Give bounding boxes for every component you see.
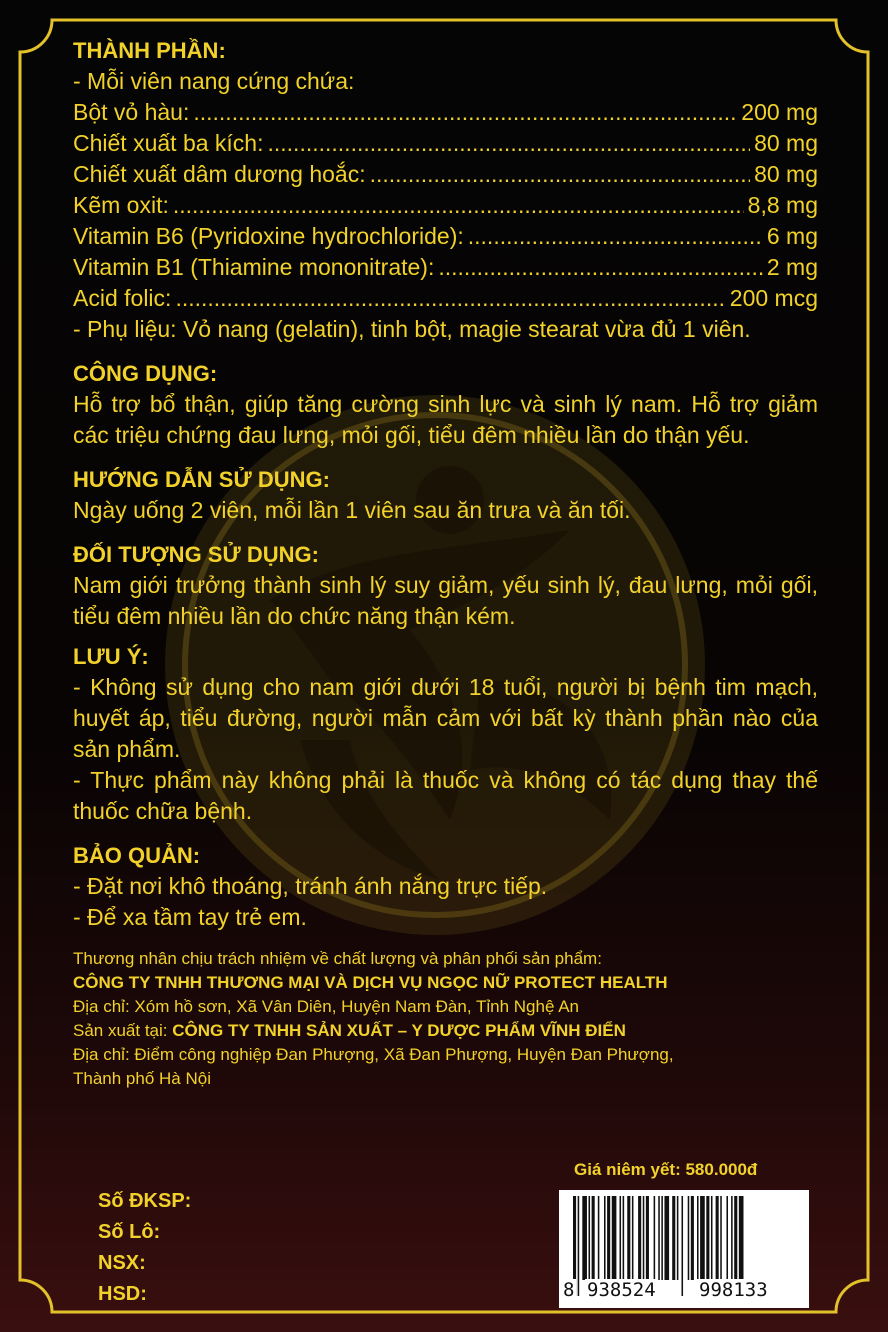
barcode-bar — [688, 1196, 690, 1280]
barcode-bar — [716, 1196, 719, 1280]
leader-dots — [173, 190, 744, 221]
leader-dots — [268, 128, 751, 159]
barcode-bar — [604, 1196, 606, 1280]
barcode-bar — [632, 1196, 634, 1280]
barcode-bar — [672, 1196, 675, 1280]
manufacturer-prefix: Sản xuất tại: — [73, 1021, 173, 1040]
storage-item: - Để xa tầm tay trẻ em. — [73, 904, 307, 930]
barcode-bar — [739, 1196, 744, 1280]
barcode-bar — [734, 1196, 737, 1280]
barcode-bar — [731, 1196, 733, 1280]
barcode-bar — [646, 1196, 649, 1280]
ingredient-row — [73, 159, 818, 190]
distributor-name: CÔNG TY TNHH THƯƠNG MẠI VÀ DỊCH VỤ NGỌC NỮ PROTECT HEALTH — [73, 973, 668, 992]
uses-title: CÔNG DỤNG: — [73, 361, 218, 386]
excipients-text: - Phụ liệu: Vỏ nang (gelatin), tinh bột, magie stearat vừa đủ 1 viên. — [73, 316, 751, 342]
barcode-bar — [664, 1196, 669, 1280]
barcode-bar — [700, 1196, 705, 1280]
leader-dots — [468, 221, 763, 252]
lot-number-label: Số Lô: — [98, 1221, 161, 1243]
ingredient-row — [73, 283, 818, 314]
listed-price: Giá niêm yết: 580.000đ — [574, 1160, 758, 1179]
target-text: Nam giới trưởng thành sinh lý suy giảm, yếu sinh lý, đau lưng, mỏi gối, tiểu đêm nhiều lần do chức năng thận kém. — [73, 572, 818, 629]
storage-item: - Đặt nơi khô thoáng, tránh ánh nắng trực tiếp. — [73, 873, 548, 899]
barcode-bar — [592, 1196, 595, 1280]
ingredient-list — [73, 97, 818, 314]
barcode-bar — [607, 1196, 610, 1280]
directions-title: HƯỚNG DẪN SỬ DỤNG: — [73, 467, 330, 492]
leader-dots — [193, 97, 737, 128]
ingredient-amount: 200 mg — [741, 99, 818, 125]
registration-number-label: Số ĐKSP: — [98, 1190, 192, 1212]
barcode-bar — [706, 1196, 709, 1280]
ingredient-row — [73, 252, 818, 283]
barcode-right-digits: 998133 — [699, 1279, 768, 1301]
barcode-bar — [623, 1196, 625, 1280]
barcode-bar — [638, 1196, 641, 1280]
ingredient-name: Kẽm oxit: — [73, 192, 169, 218]
manufacturer-name: CÔNG TY TNHH SẢN XUẤT – Y DƯỢC PHẨM VĨNH ĐIỂN — [172, 1021, 626, 1040]
target-title: ĐỐI TƯỢNG SỬ DỤNG: — [73, 542, 319, 567]
ingredient-amount: 8,8 mg — [747, 192, 818, 218]
barcode-bar — [620, 1196, 622, 1280]
barcode-bar — [589, 1196, 591, 1280]
ingredient-name: Acid folic: — [73, 285, 172, 311]
barcode-bar — [682, 1196, 684, 1296]
responsible-label: Thương nhân chịu trách nhiệm về chất lượng và phân phối sản phẩm: — [73, 949, 602, 968]
barcode-bar — [661, 1196, 663, 1280]
note-item: - Thực phẩm này không phải là thuốc và không có tác dụng thay thế thuốc chữa bệnh. — [73, 767, 818, 824]
barcode-lead-digit: 8 — [563, 1279, 575, 1301]
barcode-bar — [658, 1196, 660, 1280]
manufacture-date-label: NSX: — [98, 1252, 146, 1274]
ingredient-amount: 80 mg — [754, 130, 818, 156]
manufacturer-address-city: Thành phố Hà Nội — [73, 1069, 211, 1088]
barcode-left-digits: 938524 — [587, 1279, 656, 1301]
barcode-bar — [598, 1196, 600, 1280]
ingredient-name: Bột vỏ hàu: — [73, 99, 190, 125]
ingredient-row — [73, 97, 818, 128]
ingredient-amount: 80 mg — [754, 161, 818, 187]
barcode-bar — [726, 1196, 728, 1280]
barcode-bar — [677, 1196, 679, 1280]
barcode-bar — [627, 1196, 630, 1280]
ingredient-row — [73, 190, 818, 221]
barcode-bar — [612, 1196, 617, 1280]
ingredient-row — [73, 128, 818, 159]
storage-title: BẢO QUẢN: — [73, 843, 201, 868]
barcode-bar — [691, 1196, 694, 1280]
barcode-bar — [654, 1196, 656, 1280]
label-content — [73, 36, 818, 1091]
ingredient-row — [73, 221, 818, 252]
notes-title: LƯU Ý: — [73, 644, 149, 669]
note-item: - Không sử dụng cho nam giới dưới 18 tuổi, người bị bệnh tim mạch, huyết áp, tiểu đường, người mẫn cảm với bất kỳ thành phần nào của sản phẩm. — [73, 674, 818, 762]
product-codes — [98, 1186, 191, 1310]
leader-dots — [438, 252, 763, 283]
ingredient-name: Vitamin B6 (Pyridoxine hydrochloride): — [73, 223, 464, 249]
directions-text: Ngày uống 2 viên, mỗi lần 1 viên sau ăn trưa và ăn tối. — [73, 497, 631, 523]
barcode-bar — [643, 1196, 645, 1280]
barcode-bar — [720, 1196, 722, 1280]
ingredient-name: Vitamin B1 (Thiamine mononitrate): — [73, 254, 435, 280]
barcode-bar — [582, 1196, 587, 1280]
ingredient-name: Chiết xuất ba kích: — [73, 130, 264, 156]
manufacturer-address: Địa chỉ: Điểm công nghiệp Đan Phượng, Xã Đan Phượng, Huyện Đan Phượng, — [73, 1045, 674, 1064]
distributor-address: Địa chỉ: Xóm hồ sơn, Xã Vân Diên, Huyện Nam Đàn, Tỉnh Nghệ An — [73, 997, 579, 1016]
barcode — [559, 1190, 809, 1308]
ingredient-amount: 6 mg — [766, 223, 818, 249]
barcode-bar — [711, 1196, 713, 1280]
expiry-date-label: HSD: — [98, 1283, 147, 1305]
ingredient-amount: 200 mcg — [729, 285, 818, 311]
barcode-bar — [578, 1196, 580, 1296]
ingredient-amount: 2 mg — [766, 254, 818, 280]
ingredients-title: THÀNH PHẦN: — [73, 38, 226, 63]
leader-dots — [370, 159, 750, 190]
barcode-bar — [697, 1196, 699, 1280]
leader-dots — [175, 283, 725, 314]
ingredients-intro: - Mỗi viên nang cứng chứa: — [73, 68, 355, 94]
uses-text: Hỗ trợ bổ thận, giúp tăng cường sinh lực và sinh lý nam. Hỗ trợ giảm các triệu chứng đau lưng, mỏi gối, tiểu đêm nhiều lần do thận yếu. — [73, 391, 818, 448]
ingredient-name: Chiết xuất dâm dương hoắc: — [73, 161, 366, 187]
